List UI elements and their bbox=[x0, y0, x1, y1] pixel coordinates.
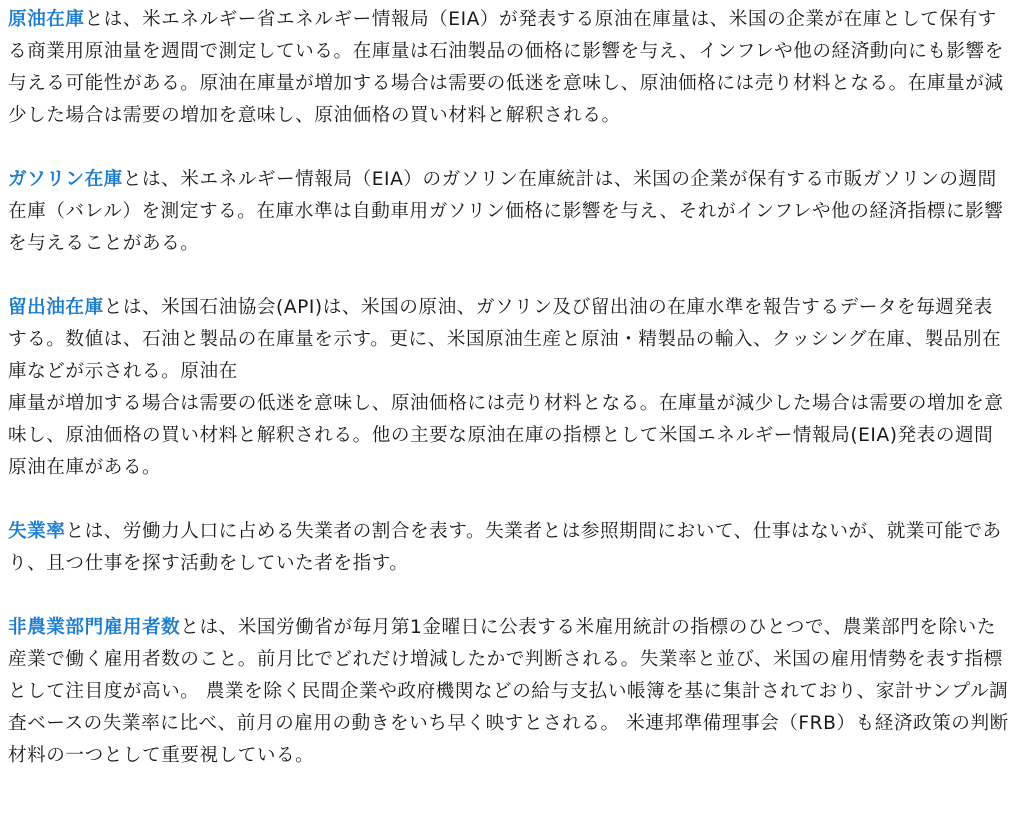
definition-gasoline-inventory: とは、米エネルギー情報局（EIA）のガソリン在庫統計は、米国の企業が保有する市販ガソリンの週間在庫（バレル）を測定する。在庫水準は自動車用ガソリン価格に影響を与え、それがインフレや他の経済指標に影響を与えることがある。 bbox=[8, 169, 1004, 254]
glossary-entry-distillate-inventory bbox=[8, 292, 1010, 484]
term-distillate-inventory[interactable]: 留出油在庫 bbox=[8, 297, 104, 318]
term-gasoline-inventory[interactable]: ガソリン在庫 bbox=[8, 169, 123, 190]
definition-unemployment-rate: とは、労働力人口に占める失業者の割合を表す。失業者とは参照期間において、仕事はないが、就業可能であり、且つ仕事を探す活動をしていた者を指す。 bbox=[8, 521, 1002, 574]
glossary-entry-nonfarm-payrolls bbox=[8, 612, 1010, 772]
glossary-entry-crude-oil-inventory bbox=[8, 0, 1010, 132]
definition-distillate-inventory-continued: 庫量が増加する場合は需要の低迷を意味し、原油価格には売り材料となる。在庫量が減少した場合は需要の増加を意味し、原油価格の買い材料と解釈される。他の主要な原油在庫の指標として米国エネルギー情報局(EIA)発表の週間原油在庫がある。 bbox=[8, 393, 1004, 478]
term-nonfarm-payrolls[interactable]: 非農業部門雇用者数 bbox=[8, 617, 181, 638]
definition-crude-oil-inventory: とは、米エネルギー省エネルギー情報局（EIA）が発表する原油在庫量は、米国の企業が在庫として保有する商業用原油量を週間で測定している。在庫量は石油製品の価格に影響を与え、インフレや他の経済動向にも影響を与える可能性がある。原油在庫量が増加する場合は需要の低迷を意味し、原油価格には売り材料となる。在庫量が減少した場合は需要の増加を意味し、原油価格の買い材料と解釈される。 bbox=[8, 9, 1004, 126]
term-unemployment-rate[interactable]: 失業率 bbox=[8, 521, 66, 542]
glossary-entry-unemployment-rate bbox=[8, 516, 1010, 580]
definition-distillate-inventory: とは、米国石油協会(API)は、米国の原油、ガソリン及び留出油の在庫水準を報告するデータを毎週発表する。数値は、石油と製品の在庫量を示す。更に、米国原油生産と原油・精製品の輸入、クッシング在庫、製品別在庫などが示される。原油在 bbox=[8, 297, 1002, 382]
term-crude-oil-inventory[interactable]: 原油在庫 bbox=[8, 9, 85, 30]
definition-nonfarm-payrolls: とは、米国労働省が毎月第1金曜日に公表する米雇用統計の指標のひとつで、農業部門を除いた産業で働く雇用者数のこと。前月比でどれだけ増減したかで判断される。失業率と並び、米国の雇用情勢を表す指標として注目度が高い。 農業を除く民間企業や政府機関などの給与支払い帳簿を基に集計されており、家計サンプル調査ベースの失業率に比べ、前月の雇用の動きをいち早く映すとされる。 米連邦準備理事会（FRB）も経済政策の判断材料の一つとして重要視している。 bbox=[8, 617, 1009, 766]
glossary-entry-gasoline-inventory bbox=[8, 164, 1010, 260]
